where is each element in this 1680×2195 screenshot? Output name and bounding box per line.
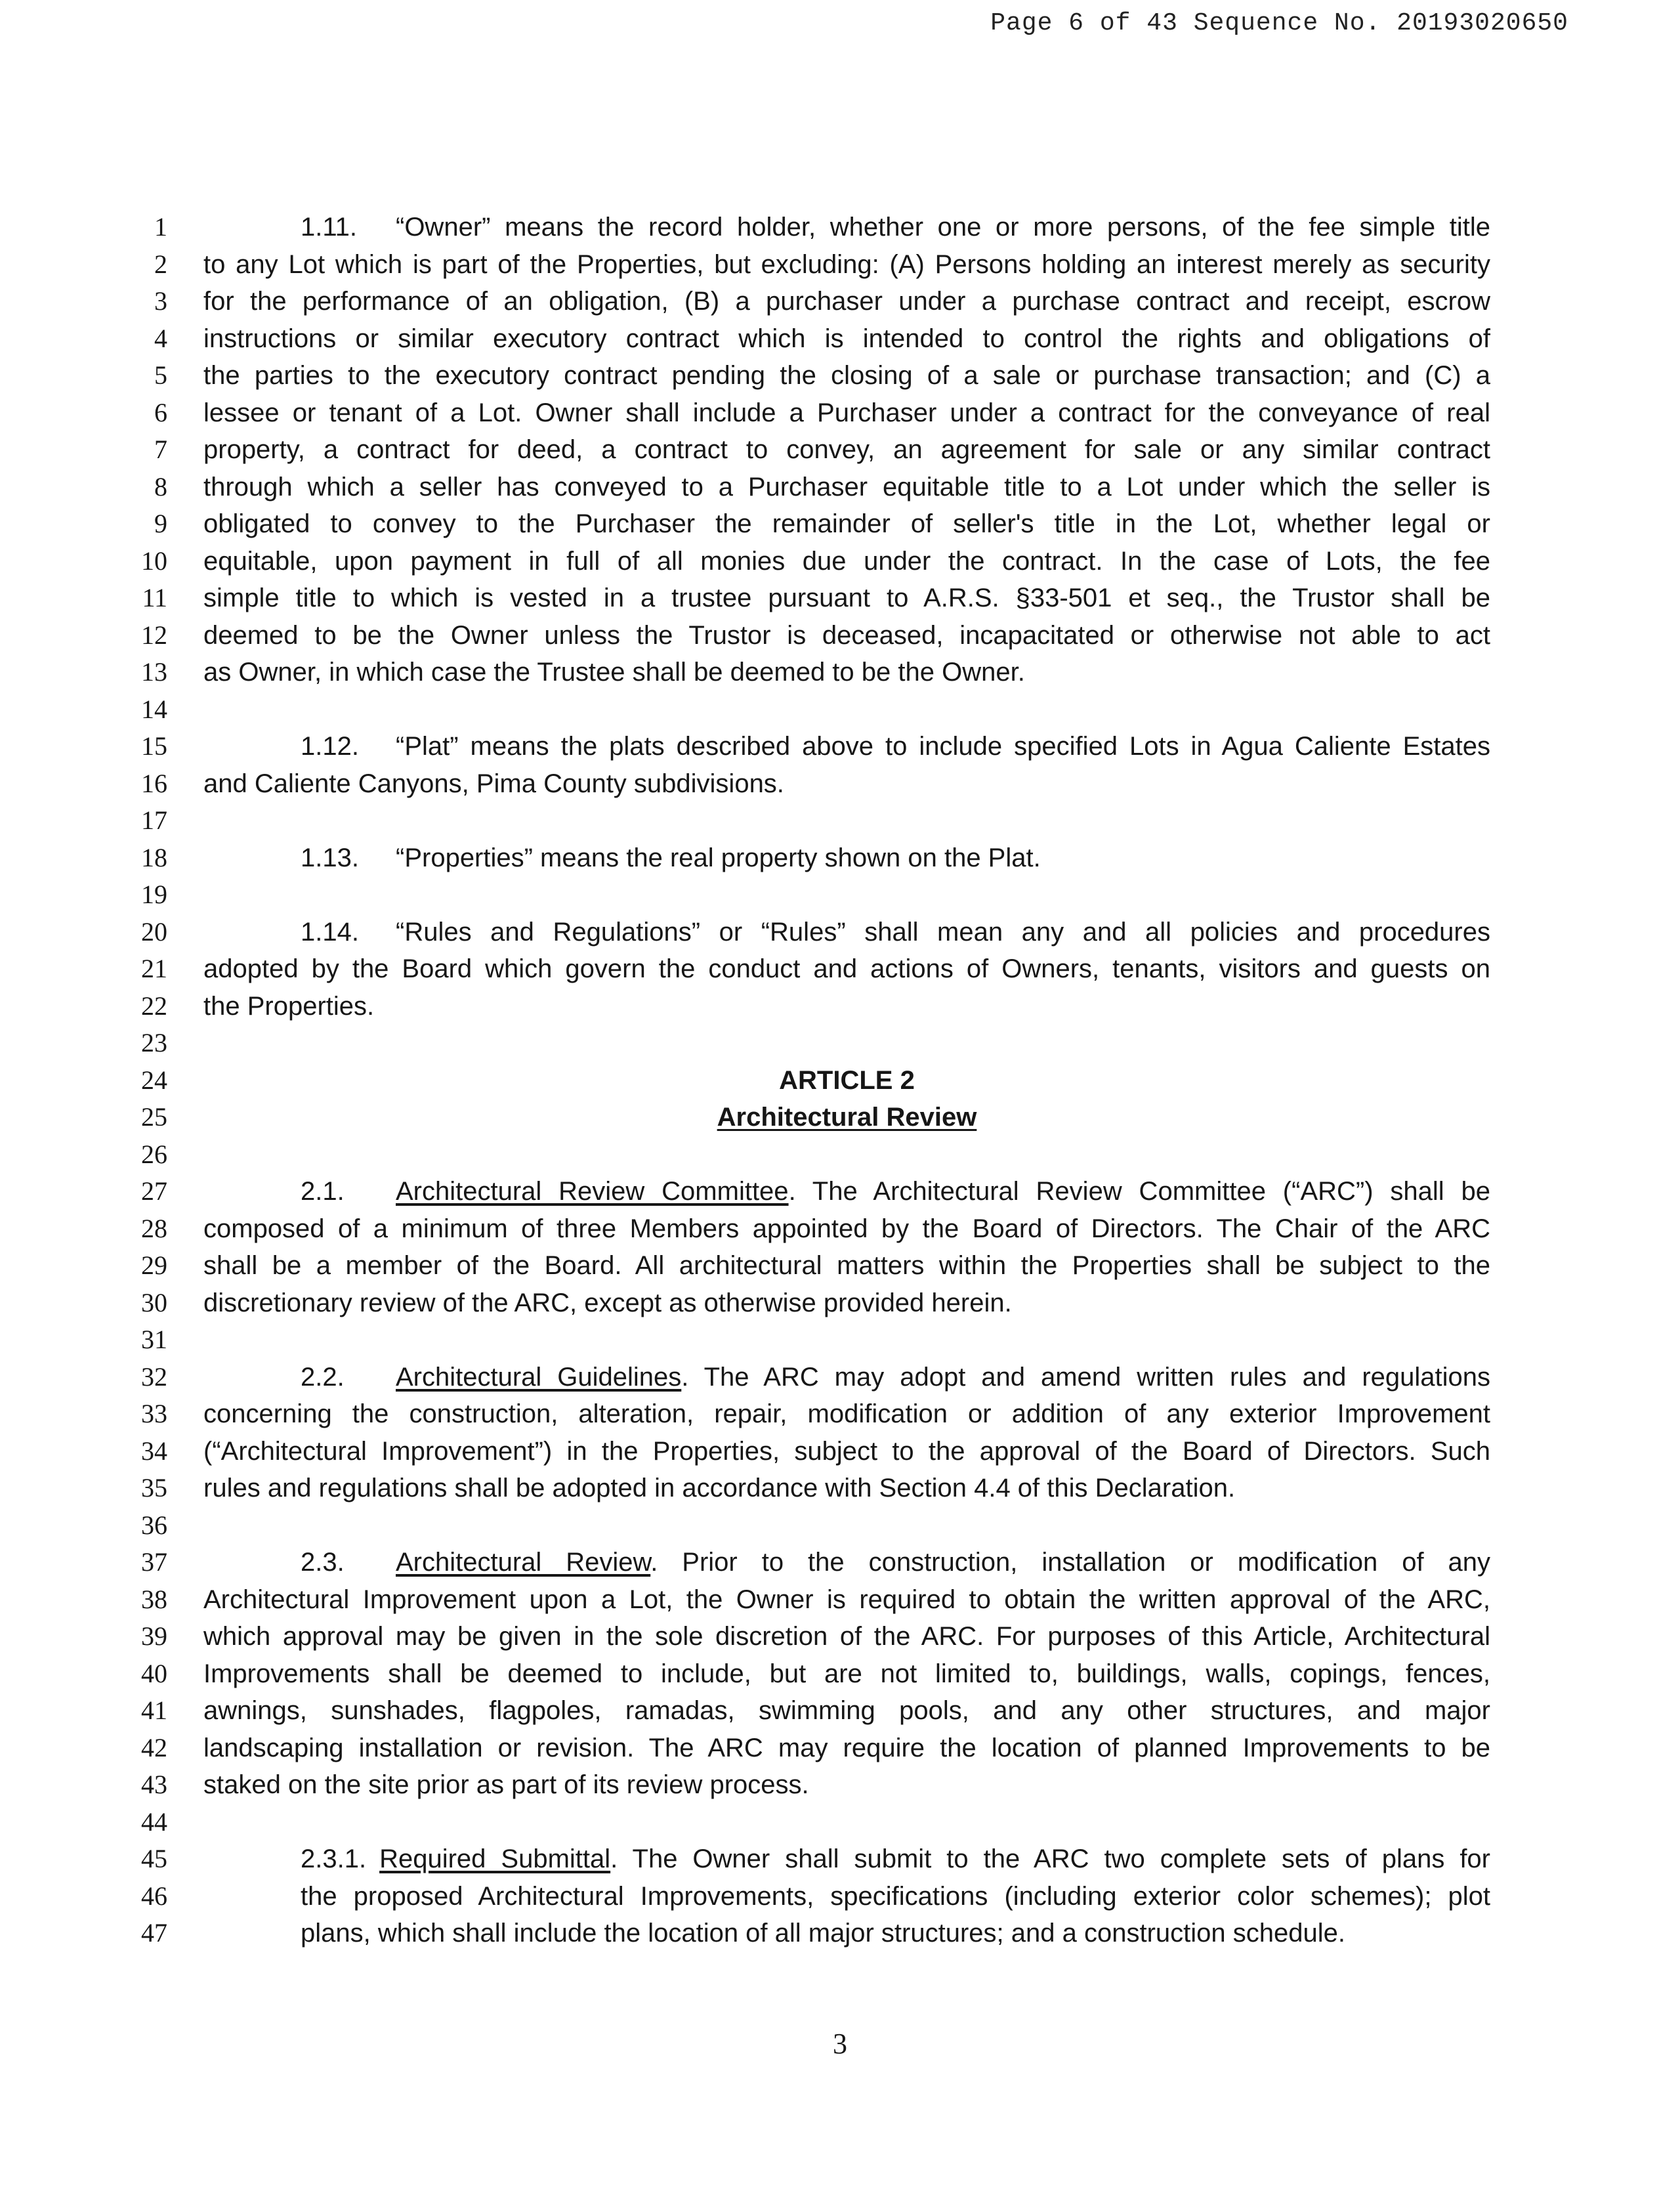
line-number: 24 bbox=[141, 1065, 167, 1095]
document-line bbox=[0, 1915, 1680, 1951]
document-line bbox=[0, 1396, 1680, 1432]
section-number: 1.11. bbox=[301, 213, 357, 242]
document-line bbox=[0, 1285, 1680, 1321]
paragraph-line: shall be a member of the Board. All architectural matters within the Properties shall be subject to the bbox=[203, 1251, 1490, 1280]
line-number: 43 bbox=[141, 1770, 167, 1799]
paragraph-line: discretionary review of the ARC, except as otherwise provided herein. bbox=[203, 1288, 1012, 1317]
paragraph-line: Improvements shall be deemed to include, but are not limited to, buildings, walls, copings, fences, bbox=[203, 1659, 1490, 1688]
paragraph-line: lessee or tenant of a Lot. Owner shall include a Purchaser under a contract for the conveyance of real bbox=[203, 398, 1490, 427]
document-line bbox=[0, 876, 1680, 913]
paragraph-line bbox=[203, 209, 1490, 245]
section-number: 1.13. bbox=[301, 843, 359, 872]
paragraph-line: concerning the construction, alteration, repair, modification or addition of any exterior Improvement bbox=[203, 1399, 1490, 1428]
line-number: 31 bbox=[141, 1325, 167, 1354]
paragraph-line: through which a seller has conveyed to a Purchaser equitable title to a Lot under which the seller is bbox=[203, 472, 1490, 501]
document-line bbox=[0, 988, 1680, 1025]
document-line bbox=[0, 1581, 1680, 1618]
document-line bbox=[0, 1099, 1680, 1136]
line-number: 3 bbox=[154, 286, 167, 316]
section-number: 2.3.1. bbox=[301, 1844, 367, 1873]
section-text: “Plat” means the plats described above to include specified Lots in Agua Caliente Estates bbox=[396, 732, 1490, 761]
paragraph-line: simple title to which is vested in a trustee pursuant to A.R.S. §33-501 et seq., the Trustor shall be bbox=[203, 584, 1490, 612]
line-number: 21 bbox=[141, 954, 167, 983]
paragraph-line bbox=[203, 914, 1490, 950]
document-line bbox=[0, 802, 1680, 839]
paragraph-line: (“Architectural Improvement”) in the Properties, subject to the approval of the Board of Directors. Such bbox=[203, 1436, 1490, 1466]
line-number: 19 bbox=[141, 880, 167, 909]
paragraph-line: the Properties. bbox=[203, 991, 375, 1021]
line-number: 18 bbox=[141, 842, 167, 872]
paragraph-line bbox=[301, 1841, 1490, 1877]
line-number: 4 bbox=[154, 323, 167, 353]
paragraph-line: to any Lot which is part of the Properties, but excluding: (A) Persons holding an interest merely as security bbox=[203, 249, 1490, 279]
line-number: 16 bbox=[141, 768, 167, 798]
line-number: 26 bbox=[141, 1139, 167, 1169]
document-line bbox=[0, 617, 1680, 654]
paragraph-line: property, a contract for deed, a contract to convey, an agreement for sale or any similar contract bbox=[203, 435, 1490, 464]
document-line bbox=[0, 1804, 1680, 1841]
line-number: 36 bbox=[141, 1510, 167, 1540]
line-number: 12 bbox=[141, 620, 167, 650]
document-line bbox=[0, 765, 1680, 802]
section-heading: Architectural Review bbox=[396, 1548, 651, 1577]
line-number: 7 bbox=[154, 435, 167, 464]
document-line bbox=[0, 1433, 1680, 1470]
section-heading: Architectural Review Committee bbox=[396, 1177, 789, 1206]
line-number: 22 bbox=[141, 991, 167, 1021]
paragraph-line: which approval may be given in the sole discretion of the ARC. For purposes of this Article, Architectural bbox=[203, 1622, 1490, 1651]
section-text: “Properties” means the real property shown on the Plat. bbox=[396, 843, 1041, 872]
line-number: 39 bbox=[141, 1621, 167, 1651]
page-number: 3 bbox=[833, 2028, 847, 2060]
line-number: 42 bbox=[141, 1732, 167, 1762]
line-number: 40 bbox=[141, 1658, 167, 1688]
document-line bbox=[0, 580, 1680, 616]
section-number: 2.3. bbox=[301, 1548, 345, 1577]
article-title-text: Architectural Review bbox=[717, 1103, 977, 1132]
paragraph-line: for the performance of an obligation, (B) a purchaser under a purchase contract and receipt, escrow bbox=[203, 287, 1490, 316]
section-text: . The Architectural Review Committee (“ARC”) shall be bbox=[788, 1177, 1491, 1206]
document-line bbox=[0, 1470, 1680, 1506]
line-number: 13 bbox=[141, 657, 167, 687]
document-line bbox=[0, 505, 1680, 542]
paragraph-line bbox=[203, 840, 1490, 876]
paragraph-line: equitable, upon payment in full of all monies due under the contract. In the case of Lots, the fee bbox=[203, 546, 1490, 576]
line-number: 35 bbox=[141, 1473, 167, 1502]
document-line bbox=[0, 1618, 1680, 1655]
document-line bbox=[0, 1062, 1680, 1099]
document-line bbox=[0, 1766, 1680, 1803]
section-heading: Required Submittal bbox=[379, 1844, 611, 1873]
line-number: 41 bbox=[141, 1695, 167, 1725]
paragraph-line bbox=[203, 1544, 1490, 1581]
line-number: 38 bbox=[141, 1584, 167, 1614]
line-number: 32 bbox=[141, 1361, 167, 1392]
document-line bbox=[0, 1321, 1680, 1358]
paragraph-line: the proposed Architectural Improvements, specifications (including exterior color schemes); plot bbox=[301, 1881, 1490, 1911]
section-heading: Architectural Guidelines bbox=[396, 1362, 682, 1392]
document-line bbox=[0, 1136, 1680, 1173]
line-number: 45 bbox=[141, 1844, 167, 1873]
line-number: 23 bbox=[141, 1028, 167, 1057]
paragraph-line: rules and regulations shall be adopted in accordance with Section 4.4 of this Declaration. bbox=[203, 1474, 1236, 1502]
document-line bbox=[0, 914, 1680, 950]
paragraph-line bbox=[203, 728, 1490, 765]
document-line bbox=[0, 691, 1680, 728]
document-line bbox=[0, 1025, 1680, 1061]
document-line bbox=[0, 1544, 1680, 1581]
section-number: 1.14. bbox=[301, 917, 359, 947]
document-line bbox=[0, 543, 1680, 580]
line-number: 27 bbox=[141, 1176, 167, 1206]
line-number: 28 bbox=[141, 1213, 167, 1243]
line-number: 46 bbox=[141, 1881, 167, 1911]
document-line bbox=[0, 1692, 1680, 1729]
document-line bbox=[0, 1655, 1680, 1692]
line-number: 14 bbox=[141, 694, 167, 724]
document-line bbox=[0, 1878, 1680, 1915]
article-label: ARTICLE 2 bbox=[779, 1065, 915, 1095]
paragraph-line: deemed to be the Owner unless the Trustor is deceased, incapacitated or otherwise not able to act bbox=[203, 620, 1490, 650]
document-line bbox=[0, 1247, 1680, 1284]
document-line bbox=[0, 209, 1680, 245]
line-number: 33 bbox=[141, 1399, 167, 1428]
paragraph-line: landscaping installation or revision. The ARC may require the location of planned Improvements to be bbox=[203, 1733, 1490, 1762]
section-number: 2.1. bbox=[301, 1177, 345, 1206]
line-number: 2 bbox=[154, 249, 167, 279]
line-number: 8 bbox=[154, 471, 167, 501]
page-sequence-header: Page 6 of 43 Sequence No. 20193020650 bbox=[990, 9, 1568, 37]
line-number: 47 bbox=[141, 1918, 167, 1948]
document-line bbox=[0, 1359, 1680, 1396]
paragraph-line: awnings, sunshades, flagpoles, ramadas, swimming pools, and any other structures, and major bbox=[203, 1696, 1490, 1725]
document-line bbox=[0, 431, 1680, 468]
line-number: 44 bbox=[141, 1806, 167, 1837]
document-line bbox=[0, 394, 1680, 431]
document-line bbox=[0, 1173, 1680, 1210]
section-number: 1.12. bbox=[301, 732, 359, 761]
line-number: 5 bbox=[154, 360, 167, 390]
paragraph-line: plans, which shall include the location of all major structures; and a construction schedule. bbox=[301, 1919, 1345, 1948]
paragraph-line: obligated to convey to the Purchaser the remainder of seller's title in the Lot, whether legal or bbox=[203, 509, 1490, 538]
section-text: “Owner” means the record holder, whether one or more persons, of the fee simple title bbox=[396, 213, 1490, 242]
line-number: 10 bbox=[141, 545, 167, 576]
line-number: 1 bbox=[154, 212, 167, 242]
document-line bbox=[0, 320, 1680, 357]
document-line bbox=[0, 469, 1680, 505]
section-number: 2.2. bbox=[301, 1362, 345, 1392]
paragraph-line bbox=[203, 1359, 1490, 1396]
line-number: 25 bbox=[141, 1102, 167, 1132]
paragraph-line: the parties to the executory contract pending the closing of a sale or purchase transaction; and (C) a bbox=[203, 361, 1490, 390]
document-line bbox=[0, 840, 1680, 876]
line-number: 6 bbox=[154, 397, 167, 427]
paragraph-line: composed of a minimum of three Members appointed by the Board of Directors. The Chair of the ARC bbox=[203, 1214, 1490, 1243]
document-line bbox=[0, 357, 1680, 394]
line-number: 29 bbox=[141, 1250, 167, 1280]
paragraph-line: instructions or similar executory contract which is intended to control the rights and obligations of bbox=[203, 324, 1490, 353]
line-number: 30 bbox=[141, 1287, 167, 1317]
article-title bbox=[203, 1099, 1490, 1136]
section-text: “Rules and Regulations” or “Rules” shall mean any and all policies and procedures bbox=[396, 917, 1490, 947]
document-line bbox=[0, 1507, 1680, 1544]
section-text: . Prior to the construction, installation or modification of any bbox=[650, 1548, 1490, 1577]
document-line bbox=[0, 950, 1680, 987]
section-text: . The Owner shall submit to the ARC two complete sets of plans for bbox=[610, 1844, 1490, 1873]
line-number: 20 bbox=[141, 916, 167, 947]
document-line bbox=[0, 728, 1680, 765]
document-line bbox=[0, 1730, 1680, 1766]
section-text: . The ARC may adopt and amend written rules and regulations bbox=[681, 1362, 1490, 1392]
document-line bbox=[0, 1841, 1680, 1877]
paragraph-line: as Owner, in which case the Trustee shall be deemed to be the Owner. bbox=[203, 658, 1025, 687]
line-number: 34 bbox=[141, 1436, 167, 1466]
paragraph-line: Architectural Improvement upon a Lot, the Owner is required to obtain the written approval of the ARC, bbox=[203, 1585, 1490, 1614]
paragraph-line bbox=[203, 1173, 1490, 1210]
document-line bbox=[0, 654, 1680, 691]
paragraph-line: adopted by the Board which govern the conduct and actions of Owners, tenants, visitors and guests on bbox=[203, 954, 1490, 983]
document-line bbox=[0, 1210, 1680, 1247]
line-number: 9 bbox=[154, 509, 167, 538]
document-line bbox=[0, 283, 1680, 320]
paragraph-line: staked on the site prior as part of its review process. bbox=[203, 1770, 809, 1799]
paragraph-line: and Caliente Canyons, Pima County subdivisions. bbox=[203, 769, 784, 798]
line-number: 15 bbox=[141, 731, 167, 761]
line-number: 17 bbox=[141, 805, 167, 835]
document-line bbox=[0, 246, 1680, 283]
line-number: 37 bbox=[141, 1547, 167, 1577]
line-number: 11 bbox=[142, 583, 167, 612]
